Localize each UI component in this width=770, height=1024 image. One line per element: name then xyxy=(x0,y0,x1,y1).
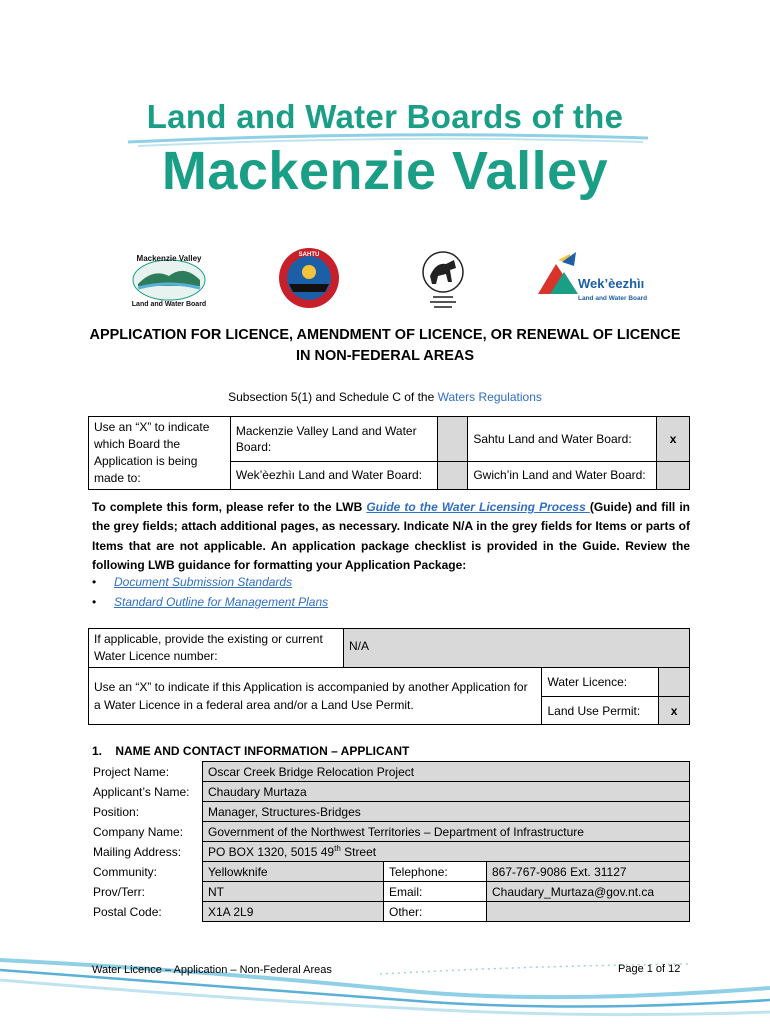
position-field[interactable]: Manager, Structures-Bridges xyxy=(203,802,690,822)
subsection-reference xyxy=(0,390,770,404)
sahtu-logo xyxy=(277,246,341,310)
email-label: Email: xyxy=(384,882,487,902)
land-use-permit-label: Land Use Permit: xyxy=(542,697,659,725)
gwichin-board-checkbox[interactable] xyxy=(657,461,690,489)
bullet-icon: • xyxy=(92,575,97,589)
water-licence-label: Water Licence: xyxy=(542,668,659,697)
email-field[interactable]: Chaudary_Murtaza@gov.nt.ca xyxy=(487,882,690,902)
wekeezhii-board-label: Wek’èezhìı Land and Water Board: xyxy=(230,461,437,489)
footer-wave xyxy=(0,930,770,1024)
mvlwb-logo-top-text: Mackenzie Valley xyxy=(136,254,202,263)
community-field[interactable]: Yellowknife xyxy=(203,862,384,882)
sahtu-board-checkbox[interactable]: x xyxy=(657,417,690,462)
accompanying-application-table xyxy=(88,667,690,725)
wekeezhii-board-checkbox[interactable] xyxy=(437,461,468,489)
mackenzie-board-checkbox[interactable] xyxy=(437,417,468,462)
form-title-line1: APPLICATION FOR LICENCE, AMENDMENT OF LICENCE, OR RENEWAL OF LICENCE xyxy=(89,327,681,343)
form-title xyxy=(70,325,700,367)
postal-code-field[interactable]: X1A 2L9 xyxy=(203,902,384,922)
gwichin-logo xyxy=(420,248,466,310)
company-name-label: Company Name: xyxy=(93,824,184,839)
mvlwb-logo-bottom-text: Land and Water Board xyxy=(131,301,207,308)
community-label: Community: xyxy=(93,864,158,879)
other-label: Other: xyxy=(384,902,487,922)
guidance-list xyxy=(92,573,328,612)
wekeezhii-logo xyxy=(536,250,648,306)
land-use-permit-checkbox[interactable]: x xyxy=(659,697,690,725)
subsection-prefix: Subsection 5(1) and Schedule C of the xyxy=(228,390,438,404)
form-instructions xyxy=(92,498,690,576)
existing-licence-label: If applicable, provide the existing or current Water Licence number: xyxy=(89,629,344,668)
prov-terr-field[interactable]: NT xyxy=(203,882,384,902)
mailing-address-prefix: PO BOX 1320, 5015 49 xyxy=(208,845,335,859)
instructions-part1: To complete this form, please refer to the LWB xyxy=(92,500,367,514)
board-selection-table xyxy=(88,416,690,490)
gwichin-board-label: Gwich’in Land and Water Board: xyxy=(468,461,657,489)
prov-terr-label: Prov/Terr: xyxy=(93,884,146,899)
footer-page-number: Page 1 of 12 xyxy=(618,963,681,975)
position-label: Position: xyxy=(93,804,140,819)
telephone-field[interactable]: 867-767-9086 Ext. 31127 xyxy=(487,862,690,882)
mailing-address-suffix: Street xyxy=(340,845,377,859)
mackenzie-board-label: Mackenzie Valley Land and Water Board: xyxy=(230,417,437,462)
form-title-line2: IN NON-FEDERAL AREAS xyxy=(295,348,475,364)
project-name-field[interactable]: Oscar Creek Bridge Relocation Project xyxy=(203,762,690,782)
section1-heading: 1. NAME AND CONTACT INFORMATION – APPLICANT xyxy=(92,744,410,758)
waters-regulations-link[interactable]: Waters Regulations xyxy=(437,390,542,404)
standard-outline-link[interactable]: Standard Outline for Management Plans xyxy=(114,594,329,609)
guide-link[interactable]: Guide to the Water Licensing Process xyxy=(366,500,590,514)
applicant-contact-table xyxy=(88,761,690,922)
header-title-line2: Mackenzie Valley xyxy=(161,141,609,201)
instructions-part2: (Guide) and fill in the grey fields; attach additional pages, as necessary. Indicate N/A in the grey fields for Items or parts of Items that are not applicable. An application package checklist is provided in the Guide. Review the following LWB guidance for formatting your Application Package: xyxy=(92,500,690,573)
postal-code-label: Postal Code: xyxy=(93,904,162,919)
mvlwb-logo xyxy=(128,250,210,310)
bullet-icon: • xyxy=(92,594,97,609)
telephone-label: Telephone: xyxy=(384,862,487,882)
footer-document-title: Water Licence – Application – Non-Federal Areas xyxy=(92,964,332,976)
water-licence-checkbox[interactable] xyxy=(659,668,690,697)
wekeezhii-logo-sub: Land and Water Board xyxy=(578,295,648,302)
accompanying-label: Use an “X” to indicate if this Application is accompanied by another Application for a Water Licence in a federal area and/or a Land Use Permit. xyxy=(89,668,542,725)
applicant-name-field[interactable]: Chaudary Murtaza xyxy=(203,782,690,802)
existing-licence-table xyxy=(88,628,690,668)
company-name-field[interactable]: Government of the Northwest Territories – Department of Infrastructure xyxy=(203,822,690,842)
wekeezhii-logo-name: Wek’èezhìı xyxy=(578,276,645,291)
project-name-label: Project Name: xyxy=(93,764,170,779)
other-field[interactable] xyxy=(487,902,690,922)
existing-licence-field[interactable]: N/A xyxy=(344,629,690,668)
list-item xyxy=(92,593,328,613)
mailing-address-label: Mailing Address: xyxy=(93,844,182,859)
list-item xyxy=(92,573,328,593)
mailing-address-field[interactable] xyxy=(203,842,690,862)
sahtu-logo-text: SAHTU xyxy=(298,252,320,258)
board-instruction: Use an “X” to indicate which Board the Application is being made to: xyxy=(89,417,231,490)
document-submission-standards-link[interactable]: Document Submission Standards xyxy=(114,575,293,589)
applicant-name-label: Applicant’s Name: xyxy=(93,784,190,799)
header-title-line1: Land and Water Boards of the xyxy=(146,98,624,135)
mailing-address-sup: th xyxy=(334,844,341,853)
sahtu-board-label: Sahtu Land and Water Board: xyxy=(468,417,657,462)
